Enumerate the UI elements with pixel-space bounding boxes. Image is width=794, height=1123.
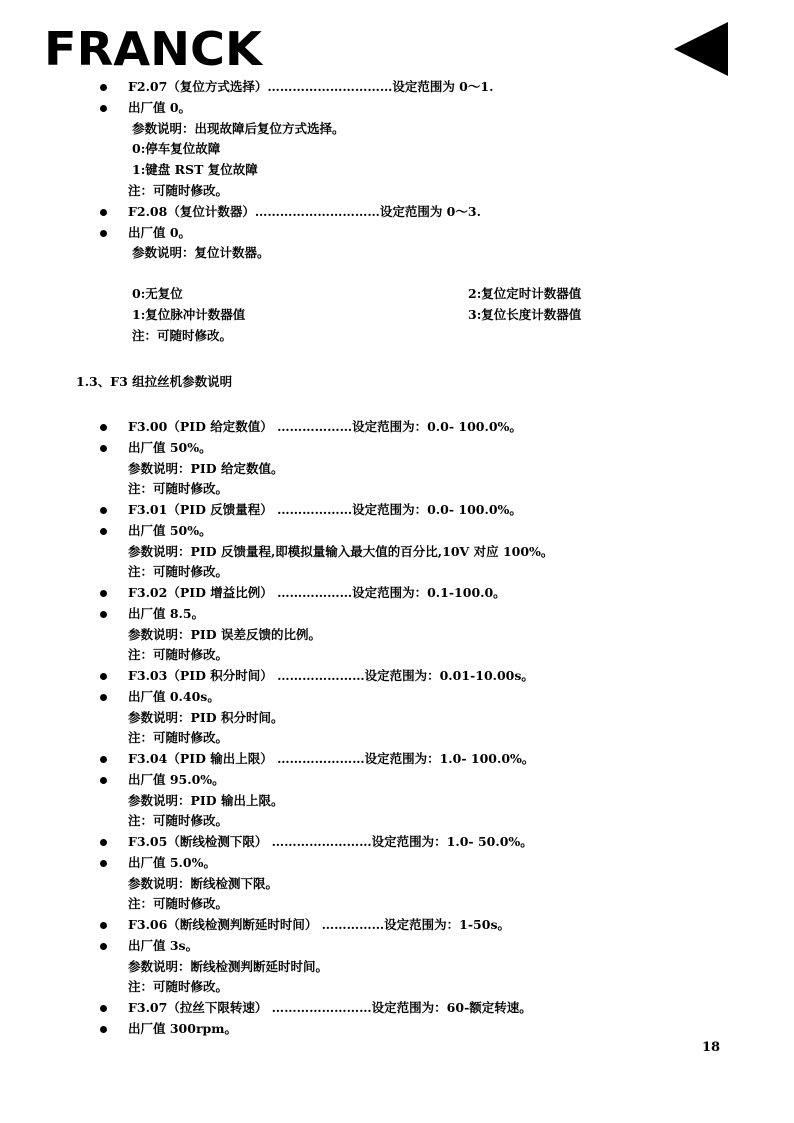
parameter-detail: 参数说明：PID 给定数值。 bbox=[128, 460, 284, 476]
parameter-item: F3.07（拉丝下限转速） ……………………设定范围为：60-额定转速。 bbox=[128, 1000, 532, 1015]
option-right: 2:复位定时计数器值 bbox=[468, 286, 582, 301]
parameter-detail: 注：可随时修改。 bbox=[128, 813, 229, 829]
parameter-item: F3.00（PID 给定数值） ………………设定范围为：0.0- 100.0%。 bbox=[128, 419, 522, 434]
bullet-icon bbox=[100, 694, 107, 701]
parameter-item: 出厂值 8.5。 bbox=[128, 605, 205, 621]
parameter-detail: 注：可随时修改。 bbox=[128, 730, 229, 746]
bullet-icon bbox=[100, 424, 107, 431]
parameter-item: 出厂值 300rpm。 bbox=[128, 1020, 237, 1036]
parameter-item: F3.01（PID 反馈量程） ………………设定范围为：0.0- 100.0%。 bbox=[128, 502, 522, 517]
parameter-detail: 注：可随时修改。 bbox=[128, 896, 229, 912]
triangle-left-icon bbox=[674, 22, 730, 76]
parameter-item: 出厂值 95.0%。 bbox=[128, 771, 225, 787]
bullet-icon bbox=[100, 590, 107, 597]
parameter-detail: 0:停车复位故障 bbox=[132, 141, 221, 157]
parameter-detail: 参数说明：PID 误差反馈的比例。 bbox=[128, 626, 321, 642]
bullet-icon bbox=[100, 839, 107, 846]
note: 注：可随时修改。 bbox=[132, 328, 233, 343]
parameter-detail: 参数说明：复位计数器。 bbox=[132, 245, 270, 261]
parameter-item: 出厂值 0.40s。 bbox=[128, 688, 220, 704]
bullet-icon bbox=[100, 528, 107, 535]
option-left: 0:无复位 bbox=[132, 286, 183, 301]
parameter-detail: 参数说明：PID 积分时间。 bbox=[128, 709, 284, 725]
parameter-detail: 参数说明：PID 反馈量程,即模拟量输入最大值的百分比,10V 对应 100%。 bbox=[128, 543, 554, 559]
parameter-item: 出厂值 0。 bbox=[128, 99, 192, 115]
section-title: 1.3、F3 组拉丝机参数说明 bbox=[76, 374, 233, 389]
parameter-detail: 参数说明：PID 输出上限。 bbox=[128, 792, 284, 808]
parameter-item: F2.07（复位方式选择）…………………………设定范围为 0～1. bbox=[128, 79, 494, 94]
parameter-detail: 参数说明：断线检测判断延时时间。 bbox=[128, 958, 329, 974]
bullet-icon bbox=[100, 105, 107, 112]
bullet-icon bbox=[100, 1026, 107, 1033]
parameter-item: 出厂值 0。 bbox=[128, 224, 192, 240]
bullet-icon bbox=[100, 507, 107, 514]
parameter-item: F3.04（PID 输出上限） …………………设定范围为：1.0- 100.0%。 bbox=[128, 751, 535, 766]
parameter-item: F3.03（PID 积分时间） …………………设定范围为：0.01-10.00s。 bbox=[128, 668, 534, 683]
bullet-icon bbox=[100, 943, 107, 950]
bullet-icon bbox=[100, 922, 107, 929]
parameter-detail: 注：可随时修改。 bbox=[128, 979, 229, 995]
parameter-item: F3.06（断线检测判断延时时间） ……………设定范围为：1-50s。 bbox=[128, 917, 510, 932]
parameter-detail: 注：可随时修改。 bbox=[128, 183, 229, 198]
bullet-icon bbox=[100, 209, 107, 216]
parameter-detail: 参数说明：断线检测下限。 bbox=[128, 875, 279, 891]
parameter-item: F3.02（PID 增益比例） ………………设定范围为：0.1-100.0。 bbox=[128, 585, 506, 600]
franck-logo bbox=[44, 29, 264, 69]
parameter-detail: 参数说明：出现故障后复位方式选择。 bbox=[132, 120, 345, 136]
parameter-detail: 1:键盘 RST 复位故障 bbox=[132, 162, 258, 178]
option-left: 1:复位脉冲计数器值 bbox=[132, 306, 246, 322]
parameter-item: F3.05（断线检测下限） ……………………设定范围为：1.0- 50.0%。 bbox=[128, 834, 533, 849]
page-number: 18 bbox=[702, 1040, 721, 1055]
bullet-icon bbox=[100, 84, 107, 91]
parameter-item: 出厂值 3s。 bbox=[128, 937, 199, 953]
parameter-item: 出厂值 5.0%。 bbox=[128, 854, 216, 870]
bullet-icon bbox=[100, 230, 107, 237]
bullet-icon bbox=[100, 777, 107, 784]
parameter-item: 出厂值 50%。 bbox=[128, 439, 212, 455]
bullet-icon bbox=[100, 860, 107, 867]
parameter-detail: 注：可随时修改。 bbox=[128, 564, 229, 580]
option-right: 3:复位长度计数器值 bbox=[468, 306, 582, 322]
bullet-icon bbox=[100, 445, 107, 452]
bullet-icon bbox=[100, 611, 107, 618]
bullet-icon bbox=[100, 673, 107, 680]
parameter-detail: 注：可随时修改。 bbox=[128, 481, 229, 497]
logo-text: FRANCK bbox=[44, 29, 264, 69]
parameter-item: F2.08（复位计数器）…………………………设定范围为 0～3. bbox=[128, 203, 481, 219]
parameter-detail: 注：可随时修改。 bbox=[128, 647, 229, 663]
bullet-icon bbox=[100, 756, 107, 763]
bullet-icon bbox=[100, 1005, 107, 1012]
parameter-item: 出厂值 50%。 bbox=[128, 522, 212, 538]
